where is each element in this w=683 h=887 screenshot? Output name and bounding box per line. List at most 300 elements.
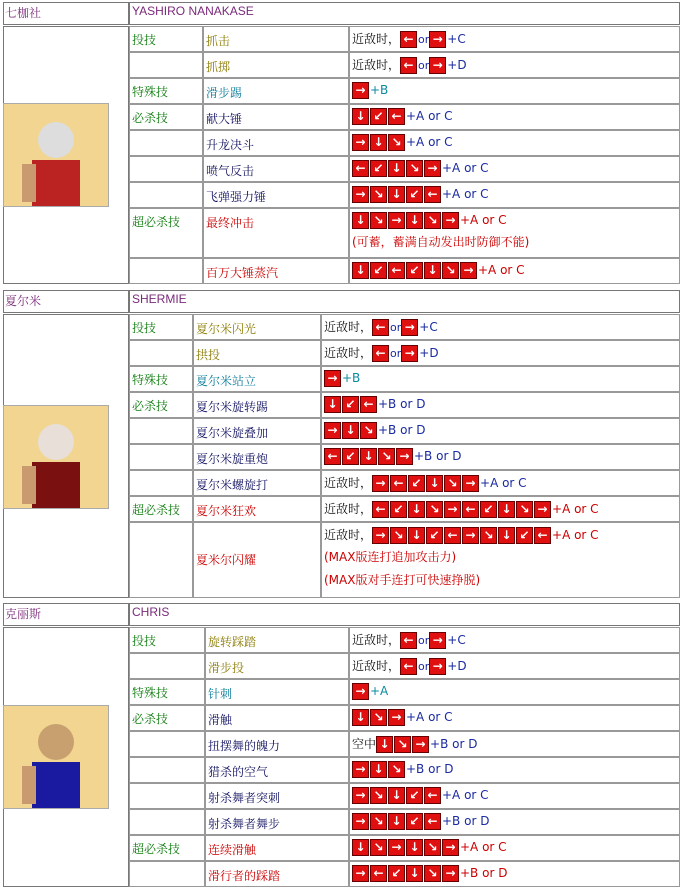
direction-key-icon: ←: [372, 345, 389, 362]
command-or: or: [390, 321, 402, 334]
move-category: [129, 861, 205, 887]
command-suffix: +B: [370, 83, 389, 97]
move-command: [349, 627, 680, 653]
direction-key-icon: ↓: [370, 761, 387, 778]
command-prefix: 近敌时，: [324, 320, 373, 334]
move-category: 超必杀技: [129, 496, 193, 522]
move-category: 超必杀技: [129, 208, 203, 258]
direction-key-icon: ←: [400, 31, 417, 48]
command-prefix: 近敌时，: [352, 58, 401, 72]
move-name: 最终冲击: [203, 208, 349, 258]
command-line: [352, 628, 679, 649]
command-suffix: +A or C: [442, 788, 489, 802]
direction-key-icon: ↙: [516, 527, 533, 544]
move-command: [349, 156, 680, 182]
move-category: [129, 258, 203, 284]
direction-key-icon: →: [429, 658, 446, 675]
direction-key-icon: ←: [400, 57, 417, 74]
direction-key-icon: →: [388, 212, 405, 229]
direction-key-icon: ←: [324, 448, 341, 465]
direction-key-icon: →: [429, 31, 446, 48]
direction-key-icon: ↘: [370, 212, 387, 229]
direction-key-icon: ↘: [394, 736, 411, 753]
move-category: [129, 52, 203, 78]
direction-key-icon: ↙: [390, 501, 407, 518]
command-line: [352, 654, 679, 675]
move-row: [129, 522, 680, 598]
direction-key-icon: →: [324, 422, 341, 439]
move-category: 超必杀技: [129, 835, 205, 861]
command-suffix: +A or C: [460, 840, 507, 854]
direction-key-icon: ↙: [388, 865, 405, 882]
command-suffix: +C: [419, 320, 438, 334]
direction-key-icon: ↓: [406, 212, 423, 229]
direction-key-icon: ←: [424, 186, 441, 203]
direction-key-icon: ↙: [406, 813, 423, 830]
move-command: [349, 26, 680, 52]
direction-key-icon: ↓: [406, 839, 423, 856]
move-row: [129, 366, 680, 392]
move-row: [129, 104, 680, 130]
command-line: [352, 836, 679, 856]
move-row: [129, 444, 680, 470]
command-line: [352, 131, 679, 151]
move-category: 特殊技: [129, 78, 203, 104]
direction-key-icon: →: [429, 632, 446, 649]
character-name-en: CHRIS: [132, 605, 170, 619]
command-suffix: +A or C: [478, 263, 525, 277]
direction-key-icon: ↓: [498, 501, 515, 518]
command-suffix: +B or D: [430, 737, 478, 751]
header-cell-left: [3, 603, 129, 626]
move-name: 夏尔米狂欢: [193, 496, 321, 522]
direction-key-icon: ↙: [370, 262, 387, 279]
character-name-en: YASHIRO NANAKASE: [132, 4, 254, 18]
direction-key-icon: ↙: [342, 448, 359, 465]
character-name-cn: 七枷社: [5, 6, 42, 20]
move-command: [321, 418, 680, 444]
character-portrait: [3, 705, 109, 809]
direction-key-icon: ↙: [370, 160, 387, 177]
move-name: 飞弹强力锤: [203, 182, 349, 208]
command-line: [352, 183, 679, 203]
command-line: [324, 367, 679, 387]
command-line: [352, 706, 679, 726]
command-suffix: +C: [447, 633, 466, 647]
move-command: [321, 470, 680, 496]
command-prefix: 近敌时，: [352, 659, 401, 673]
move-name: 连续滑触: [205, 835, 349, 861]
direction-key-icon: ↓: [408, 501, 425, 518]
move-name: 滑触: [205, 705, 349, 731]
move-category: 特殊技: [129, 366, 193, 392]
move-name: 百万大锤蒸汽: [203, 258, 349, 284]
command-prefix: 近敌时，: [352, 633, 401, 647]
command-suffix: +B: [342, 371, 361, 385]
command-line: [324, 341, 679, 362]
direction-key-icon: →: [444, 501, 461, 518]
move-category: 投技: [129, 314, 193, 340]
move-category: 特殊技: [129, 679, 205, 705]
move-command: [349, 653, 680, 679]
move-category: [129, 444, 193, 470]
direction-key-icon: ↓: [352, 212, 369, 229]
command-suffix: +A: [370, 684, 389, 698]
move-name: 夏尔米旋重炮: [193, 444, 321, 470]
command-prefix: 近敌时，: [324, 528, 373, 542]
command-line: [352, 758, 679, 778]
move-category: [129, 156, 203, 182]
move-name: 夏尔米闪光: [193, 314, 321, 340]
move-category: 必杀技: [129, 705, 205, 731]
move-command: [349, 78, 680, 104]
direction-key-icon: →: [388, 839, 405, 856]
move-name: 献大锤: [203, 104, 349, 130]
direction-key-icon: ↓: [352, 709, 369, 726]
move-row: [129, 731, 680, 757]
command-suffix: +B or D: [442, 814, 490, 828]
direction-key-icon: ↙: [406, 186, 423, 203]
command-suffix: +D: [447, 659, 467, 673]
move-name: 射杀舞者突刺: [205, 783, 349, 809]
move-name: 夏尔米螺旋打: [193, 470, 321, 496]
direction-key-icon: ↙: [426, 527, 443, 544]
command-suffix: +A or C: [552, 502, 599, 516]
move-category: [129, 340, 193, 366]
command-prefix: 近敌时，: [324, 476, 373, 490]
direction-key-icon: →: [352, 787, 369, 804]
direction-key-icon: →: [372, 527, 389, 544]
command-suffix: +A or C: [406, 109, 453, 123]
command-suffix: +B or D: [406, 762, 454, 776]
move-command: [349, 130, 680, 156]
direction-key-icon: →: [352, 813, 369, 830]
header-cell-left: [3, 290, 129, 313]
direction-key-icon: ↓: [498, 527, 515, 544]
move-row: [129, 340, 680, 366]
direction-key-icon: ↘: [388, 761, 405, 778]
direction-key-icon: ↘: [370, 813, 387, 830]
direction-key-icon: →: [352, 134, 369, 151]
command-line: [352, 157, 679, 177]
direction-key-icon: ←: [352, 160, 369, 177]
direction-key-icon: ↓: [406, 865, 423, 882]
character-name-cn: 克丽斯: [5, 607, 42, 621]
direction-key-icon: ↓: [388, 160, 405, 177]
direction-key-icon: ←: [462, 501, 479, 518]
move-category: 投技: [129, 26, 203, 52]
command-suffix: +A or C: [406, 710, 453, 724]
direction-key-icon: →: [424, 160, 441, 177]
move-row: [129, 470, 680, 496]
move-category: [129, 130, 203, 156]
header-cell-right: [129, 2, 680, 25]
direction-key-icon: →: [412, 736, 429, 753]
move-command: [321, 366, 680, 392]
command-prefix: 近敌时，: [352, 32, 401, 46]
command-line: [352, 27, 679, 48]
direction-key-icon: →: [460, 262, 477, 279]
direction-key-icon: →: [372, 475, 389, 492]
command-line: [324, 419, 679, 439]
move-name: 射杀舞者舞步: [205, 809, 349, 835]
direction-key-icon: ↙: [406, 787, 423, 804]
move-row: [129, 182, 680, 208]
command-suffix: +A or C: [460, 213, 507, 227]
direction-key-icon: ↓: [388, 186, 405, 203]
direction-key-icon: ↙: [342, 396, 359, 413]
direction-key-icon: →: [352, 186, 369, 203]
direction-key-icon: ↓: [360, 448, 377, 465]
direction-key-icon: ←: [390, 475, 407, 492]
move-name: 滑步投: [205, 653, 349, 679]
direction-key-icon: ↘: [378, 448, 395, 465]
character-portrait: [3, 405, 109, 509]
direction-key-icon: ↘: [424, 212, 441, 229]
direction-key-icon: ↓: [342, 422, 359, 439]
move-row: [129, 627, 680, 653]
direction-key-icon: ←: [372, 319, 389, 336]
move-command: [321, 340, 680, 366]
direction-key-icon: ←: [424, 813, 441, 830]
move-command: [321, 496, 680, 522]
direction-key-icon: →: [396, 448, 413, 465]
command-line: [352, 79, 679, 99]
move-command: [349, 809, 680, 835]
command-line: [324, 393, 679, 413]
direction-key-icon: ↘: [390, 527, 407, 544]
move-name: 夏尔米旋转踢: [193, 392, 321, 418]
move-row: [129, 314, 680, 340]
direction-key-icon: ↘: [442, 262, 459, 279]
direction-key-icon: ↓: [376, 736, 393, 753]
move-category: [129, 809, 205, 835]
move-row: [129, 258, 680, 284]
command-or: or: [418, 634, 430, 647]
direction-key-icon: ↓: [408, 527, 425, 544]
move-command: [349, 679, 680, 705]
command-prefix: 空中: [352, 737, 377, 751]
command-line: [352, 732, 679, 753]
command-line: [324, 523, 679, 544]
command-suffix: +D: [419, 346, 439, 360]
direction-key-icon: →: [442, 839, 459, 856]
move-command: [349, 258, 680, 284]
move-command: [349, 104, 680, 130]
direction-key-icon: ↘: [370, 787, 387, 804]
move-command: [349, 861, 680, 887]
move-row: [129, 208, 680, 258]
command-suffix: +B or D: [378, 397, 426, 411]
direction-key-icon: →: [401, 319, 418, 336]
move-category: [129, 418, 193, 444]
direction-key-icon: →: [388, 709, 405, 726]
move-command: [321, 444, 680, 470]
direction-key-icon: →: [462, 527, 479, 544]
move-row: [129, 757, 680, 783]
move-name: 拱投: [193, 340, 321, 366]
direction-key-icon: ↓: [424, 262, 441, 279]
direction-key-icon: ←: [400, 632, 417, 649]
command-line: [352, 784, 679, 804]
move-row: [129, 705, 680, 731]
command-suffix: +B or D: [414, 449, 462, 463]
direction-key-icon: ↓: [352, 262, 369, 279]
command-line: [352, 680, 679, 700]
command-suffix: +A or C: [480, 476, 527, 490]
move-category: 投技: [129, 627, 205, 653]
move-row: [129, 496, 680, 522]
command-note: (可蓄，蓄满自动发出时防御不能): [352, 235, 530, 249]
move-command: [321, 314, 680, 340]
header-cell-left: [3, 2, 129, 25]
move-category: [129, 757, 205, 783]
move-name: 抓掷: [203, 52, 349, 78]
direction-key-icon: ↓: [426, 475, 443, 492]
command-line: [352, 209, 679, 229]
direction-key-icon: ↘: [424, 839, 441, 856]
command-line: [352, 810, 679, 830]
move-command: [349, 835, 680, 861]
move-name: 猎杀的空气: [205, 757, 349, 783]
move-row: [129, 835, 680, 861]
command-line: [352, 259, 679, 279]
direction-key-icon: ↙: [480, 501, 497, 518]
command-line: [352, 862, 679, 882]
direction-key-icon: →: [352, 82, 369, 99]
direction-key-icon: ↓: [388, 813, 405, 830]
direction-key-icon: ←: [370, 865, 387, 882]
direction-key-icon: ↘: [370, 709, 387, 726]
move-name: 喷气反击: [203, 156, 349, 182]
move-row: [129, 156, 680, 182]
direction-key-icon: ↓: [352, 108, 369, 125]
direction-key-icon: ↘: [480, 527, 497, 544]
direction-key-icon: ↘: [406, 160, 423, 177]
move-category: 必杀技: [129, 392, 193, 418]
move-command: [321, 522, 680, 598]
move-command: [349, 783, 680, 809]
direction-key-icon: ←: [400, 658, 417, 675]
command-line: [324, 497, 679, 518]
direction-key-icon: ↙: [370, 108, 387, 125]
command-line: [324, 471, 679, 492]
move-command: [349, 757, 680, 783]
direction-key-icon: →: [534, 501, 551, 518]
direction-key-icon: ←: [534, 527, 551, 544]
direction-key-icon: ←: [424, 787, 441, 804]
command-or: or: [418, 33, 430, 46]
move-name: 滑行者的踩踏: [205, 861, 349, 887]
header-cell-right: [129, 290, 680, 313]
move-row: [129, 809, 680, 835]
move-category: [129, 783, 205, 809]
direction-key-icon: →: [442, 865, 459, 882]
command-suffix: +A or C: [442, 161, 489, 175]
character-name-en: SHERMIE: [132, 292, 187, 306]
move-command: [349, 731, 680, 757]
move-row: [129, 653, 680, 679]
direction-key-icon: ←: [388, 262, 405, 279]
direction-key-icon: →: [442, 212, 459, 229]
move-name: 夏尔米站立: [193, 366, 321, 392]
direction-key-icon: ↙: [408, 475, 425, 492]
header-cell-right: [129, 603, 680, 626]
move-category: [129, 731, 205, 757]
command-or: or: [418, 660, 430, 673]
command-note: (MAX版对手连打可快速挣脱): [324, 573, 481, 587]
direction-key-icon: →: [401, 345, 418, 362]
command-line: [352, 53, 679, 74]
command-prefix: 近敌时，: [324, 346, 373, 360]
move-name: 升龙决斗: [203, 130, 349, 156]
move-command: [349, 52, 680, 78]
move-category: [129, 182, 203, 208]
command-suffix: +B or D: [378, 423, 426, 437]
command-suffix: +C: [447, 32, 466, 46]
direction-key-icon: ←: [444, 527, 461, 544]
direction-key-icon: ←: [360, 396, 377, 413]
command-suffix: +A or C: [552, 528, 599, 542]
command-prefix: 近敌时，: [324, 502, 373, 516]
direction-key-icon: →: [324, 370, 341, 387]
move-row: [129, 418, 680, 444]
move-category: [129, 653, 205, 679]
move-row: [129, 26, 680, 52]
command-note: (MAX版连打追加攻击力): [324, 550, 457, 564]
direction-key-icon: ↘: [444, 475, 461, 492]
direction-key-icon: →: [462, 475, 479, 492]
direction-key-icon: →: [352, 761, 369, 778]
move-row: [129, 783, 680, 809]
direction-key-icon: ↘: [370, 839, 387, 856]
move-row: [129, 130, 680, 156]
command-line: [324, 315, 679, 336]
command-suffix: +A or C: [406, 135, 453, 149]
command-or: or: [390, 347, 402, 360]
move-row: [129, 392, 680, 418]
move-command: [349, 705, 680, 731]
move-command: [349, 208, 680, 258]
move-row: [129, 679, 680, 705]
direction-key-icon: ←: [388, 108, 405, 125]
move-name: 抓击: [203, 26, 349, 52]
move-row: [129, 861, 680, 887]
direction-key-icon: ←: [372, 501, 389, 518]
command-suffix: +A or C: [442, 187, 489, 201]
move-name: 扭摆舞的魄力: [205, 731, 349, 757]
direction-key-icon: ↘: [370, 186, 387, 203]
direction-key-icon: ↓: [388, 787, 405, 804]
direction-key-icon: ↓: [352, 839, 369, 856]
move-name: 旋转踩踏: [205, 627, 349, 653]
move-category: [129, 522, 193, 598]
move-name: 针刺: [205, 679, 349, 705]
command-suffix: +D: [447, 58, 467, 72]
direction-key-icon: →: [352, 865, 369, 882]
direction-key-icon: ↘: [360, 422, 377, 439]
direction-key-icon: ↓: [324, 396, 341, 413]
direction-key-icon: ↘: [388, 134, 405, 151]
direction-key-icon: ↘: [424, 865, 441, 882]
command-or: or: [418, 59, 430, 72]
move-command: [321, 392, 680, 418]
direction-key-icon: →: [429, 57, 446, 74]
command-line: [324, 445, 679, 465]
direction-key-icon: ↙: [406, 262, 423, 279]
move-row: [129, 52, 680, 78]
direction-key-icon: ↓: [370, 134, 387, 151]
